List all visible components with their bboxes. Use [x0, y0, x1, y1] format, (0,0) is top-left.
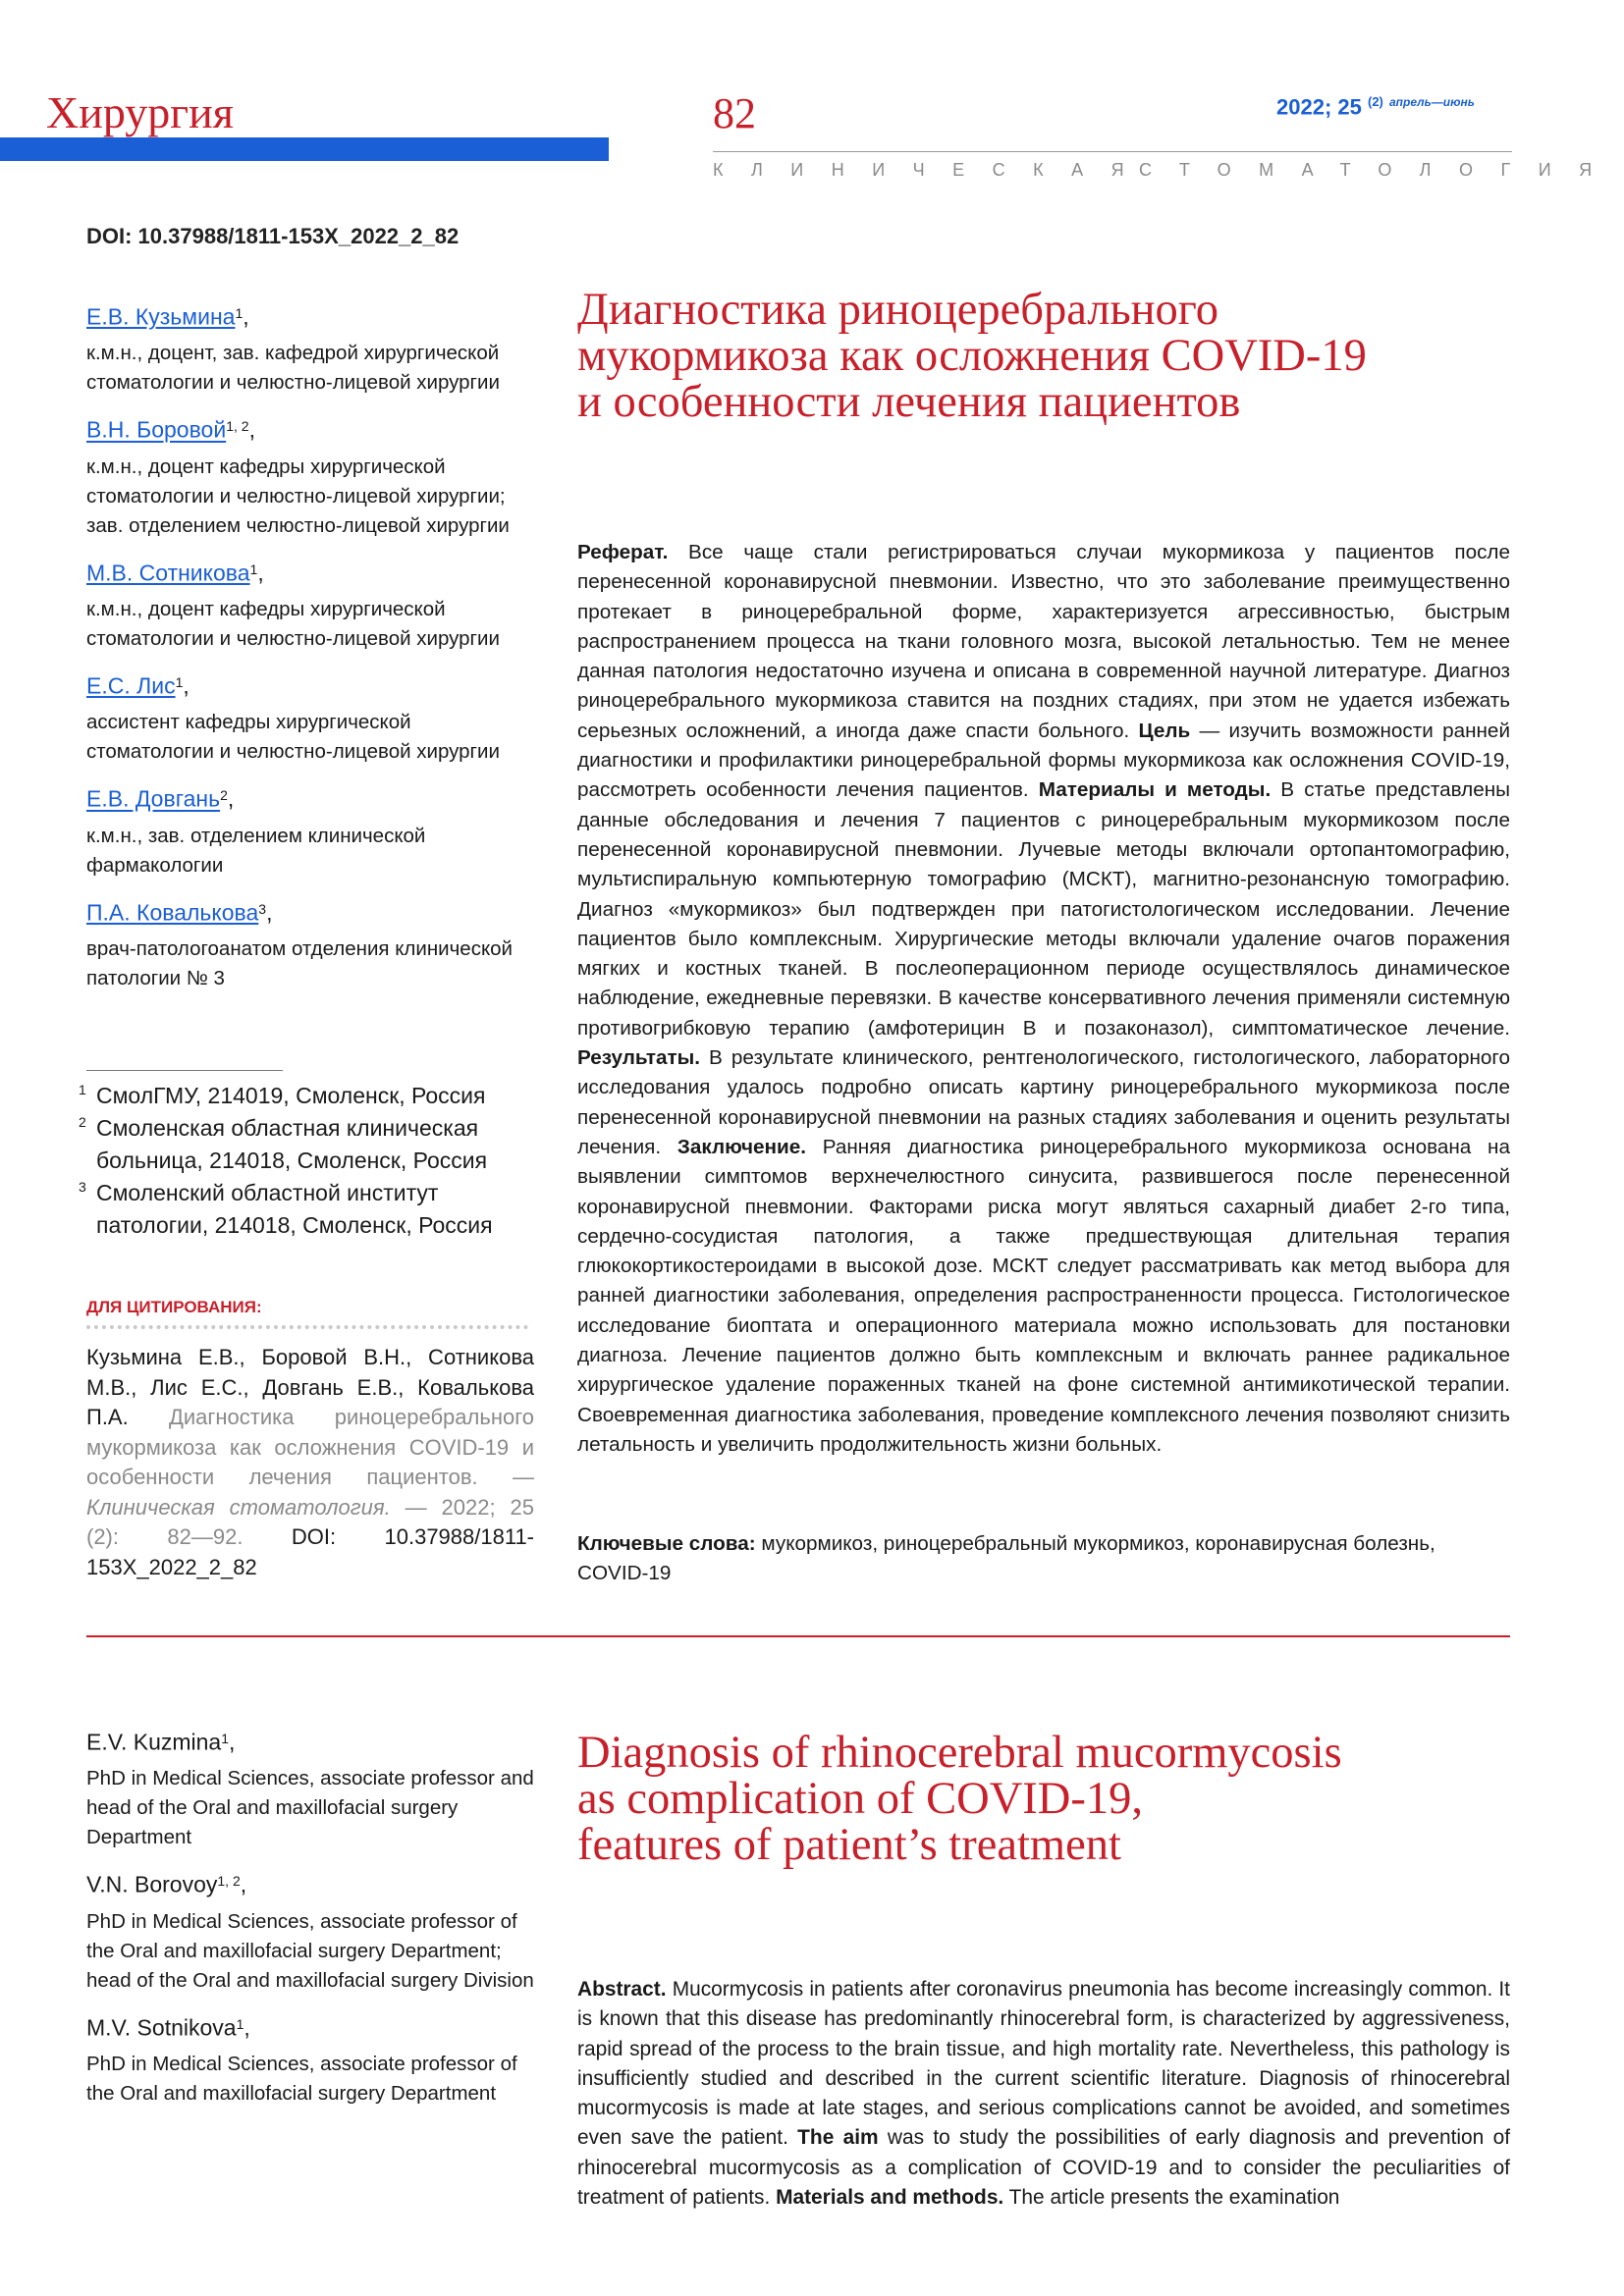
abstract-text: Mucormycosis in patients after coronavirus pneumonia has become increasingly common. It is known that this disease has predominantly rhinocerebral form, is characterized by aggressiveness, rapid spread of the process to the brain tissue, and high mortality rate. Nevertheless, this pathology is insufficiently studied and described in the current scientific literature. Diagnosis of rhinocerebral mucormycosis is made at late stages, and serious complications cannot be avoided, and sometimes even save the patient. [577, 1978, 1510, 2150]
journal-name-left: КЛИНИЧЕСКАЯ [713, 160, 1153, 180]
author-affiliation: к.м.н., доцент кафедры хирургической стоматологии и челюстно-лицевой хирургии; зав. отделением челюстно-лицевой хирургии [86, 454, 510, 537]
issue-months: апрель—июнь [1389, 95, 1475, 109]
keywords-label: Ключевые слова: [577, 1532, 756, 1555]
affiliation-item: 2 Смоленская областная клиническая больница, 214018, Смоленск, Россия [79, 1114, 488, 1173]
author-block: E.V. Kuzmina1, PhD in Medical Sciences, associate professor and head of the Oral and maxillofacial surgery Department [86, 1724, 540, 1852]
title-line: features of patient’s treatment [577, 1820, 1121, 1870]
abstract-ru [577, 538, 1510, 1460]
author-affiliation: PhD in Medical Sciences, associate professor and head of the Oral and maxillofacial surgery Department [86, 1767, 534, 1849]
author-affiliation: к.м.н., доцент, зав. кафедрой хирургической стоматологии и челюстно-лицевой хирургии [86, 342, 500, 395]
author-affiliation: к.м.н., зав. отделением клинической фармакологии [86, 824, 426, 877]
abstract-label: Реферат. [577, 541, 669, 563]
citation-label: ДЛЯ ЦИТИРОВАНИЯ: [86, 1298, 262, 1316]
affiliation-item: 1 СмолГМУ, 214019, Смоленск, Россия [79, 1082, 486, 1108]
article-title-ru [577, 287, 1540, 425]
methods-label: Материалы и методы. [1038, 778, 1272, 802]
page-number: 82 [713, 89, 756, 137]
title-line: Диагностика риноцеребрального [577, 285, 1218, 335]
author-affiliation: PhD in Medical Sciences, associate professor of the Oral and maxillofacial surgery Department; head of the Oral and maxillofacial surgery Division [86, 1909, 534, 1992]
author-sup: 2 [220, 787, 228, 804]
affiliations-list [79, 1080, 540, 1242]
affiliation-item: 3 Смоленский областной институт патологии, 214018, Смоленск, Россия [79, 1179, 493, 1238]
author-affiliation: врач-патологоанатом отделения клинической патологии № 3 [86, 936, 513, 989]
author-sup: 1 [175, 673, 184, 690]
author-sup: 1 [221, 1731, 230, 1746]
citation-authors: Кузьмина Е.В., Боровой В.Н., Сотникова М.В., Лис Е.С., Довгань Е.В., Ковалькова П.А. [86, 1345, 534, 1429]
methods-label: Materials and methods. [776, 2186, 1004, 2210]
author-name: M.V. Sotnikova [86, 2013, 237, 2040]
methods-text: В статье представлены данные обследования и лечения 7 пациентов с риноцеребральным мукормикозом после перенесенной коронавирусной пневмонии. Лучевые методы включали ортопантомографию, мультиспиральную компьютерную томографию (МСКТ), магнитно-резонансную томографию. Диагноз «мукормикоз» был подтвержден при патогистологическом исследовании. Лечение пациентов было комплексным. Хирургические методы включали удаление очагов поражения мягких и костных тканей. В послеоперационном периоде осуществлялось динамическое наблюдение, ежедневные перевязки. В качестве консервативного лечения применяли системную противогрибковую терапию (амфотерицин В и позаконазол), симптоматическое лечение. [577, 778, 1510, 1040]
citation-details: — 2022; 25 (2): 82—92. [86, 1494, 534, 1549]
keywords-text: мукормикоз, риноцеребральный мукормикоз, коронавирусная болезнь, COVID-19 [577, 1532, 1435, 1585]
methods-text: The article presents the examination [1003, 2186, 1340, 2210]
citation-dots [86, 1325, 528, 1329]
author-link[interactable]: Е.В. Довгань [86, 785, 221, 812]
author-block: Е.С. Лис1, ассистент кафедры хирургической стоматологии и челюстно-лицевой хирургии [86, 667, 540, 767]
conclusion-text: Ранняя диагностика риноцеребрального мукормикоза основана на выявлении симптомов верхнечелюстного синусита, развившегося после перенесенной коронавирусной пневмонии. Факторами риска могут являться сахарный диабет 2-го типа, сердечно-сосудистая патология, а также предшествующая длительная терапия глюкокортикостероидами в высокой дозе. МСКТ следует рассматривать как метод выбора для ранней диагностики заболевания, определения распространенности процесса. Гистологическое исследование биоптата и операционного материала можно использовать для постановки диагноза. Лечение пациентов должно быть комплексным и включать раннее радикальное хирургическое удаление пораженных тканей на фоне системной антимикотической терапии. Своевременная диагностика заболевания, проведение комплексного лечения позволяют снизить летальность и увеличить продолжительность жизни больных. [577, 1135, 1510, 1456]
results-text: В результате клинического, рентгенологического, гистологического, лабораторного исследования удалось подробно описать картину риноцеребрального мукормикоза после перенесенной коронавирусной пневмонии на разных стадиях заболевания и оценить результаты лечения. [577, 1046, 1510, 1158]
author-block: В.Н. Боровой1, 2, к.м.н., доцент кафедры хирургической стоматологии и челюстно-лицевой хирургии; зав. отделением челюстно-лицевой хирургии [86, 411, 540, 540]
citation-title: Диагностика риноцеребрального мукормикоза как осложнения COVID-19 и особенности лечения пациентов. — [86, 1405, 534, 1489]
issue-info [1276, 94, 1475, 120]
aim-label: Цель [1138, 719, 1191, 742]
citation-doi: DOI: 10.37988/1811-153X_2022_2_82 [86, 1524, 535, 1579]
author-affiliation: ассистент кафедры хирургической стоматологии и челюстно-лицевой хирургии [86, 711, 500, 764]
title-line: и особенности лечения пациентов [577, 377, 1241, 427]
author-sup: 3 [258, 900, 267, 917]
authors-en [86, 1724, 540, 2122]
author-sup: 1 [236, 2015, 244, 2032]
abstract-en [577, 1975, 1510, 2213]
author-link[interactable]: В.Н. Боровой [86, 416, 227, 443]
author-name: E.V. Kuzmina [86, 1729, 222, 1755]
author-block: V.N. Borovoy1, 2, PhD in Medical Sciences, associate professor of the Oral and maxillofacial surgery Department; head of the Oral and maxillofacial surgery Division [86, 1866, 540, 1995]
citation-journal: Клиническая стоматология. [86, 1494, 391, 1520]
authors-ru [86, 298, 540, 1007]
results-label: Результаты. [577, 1046, 701, 1070]
author-sup: 1 [235, 305, 244, 321]
author-block: Е.В. Довгань2, к.м.н., зав. отделением клинической фармакологии [86, 780, 540, 880]
title-line: Diagnosis of rhinocerebral mucormycosis [577, 1728, 1342, 1778]
author-sup: 1, 2 [226, 418, 249, 435]
section-divider [86, 1635, 1510, 1637]
title-line: мукормикоза как осложнения COVID-19 [577, 331, 1367, 381]
author-affiliation: к.м.н., доцент кафедры хирургической стоматологии и челюстно-лицевой хирургии [86, 597, 500, 650]
conclusion-label: Заключение. [677, 1135, 806, 1158]
author-link[interactable]: Е.С. Лис [86, 672, 176, 699]
title-line: as complication of COVID-19, [577, 1774, 1143, 1824]
keywords [577, 1529, 1510, 1589]
author-link[interactable]: М.В. Сотникова [86, 559, 250, 585]
article-title-en [577, 1730, 1540, 1868]
author-block: М.В. Сотникова1, к.м.н., доцент кафедры хирургической стоматологии и челюстно-лицевой хирургии [86, 555, 540, 654]
author-sup: 1, 2 [217, 1873, 241, 1890]
issue-number: (2) [1367, 94, 1383, 109]
citation-text [86, 1343, 534, 1582]
header-rule [713, 151, 1512, 152]
section-title: Хирургия [46, 87, 234, 137]
aim-text: — изучить возможности ранней диагностики и профилактики риноцеребральной формы мукормикоза как осложнения COVID-19, рассмотреть особенности лечения пациентов. [577, 719, 1510, 802]
journal-name-right: СТОМАТОЛОГИЯ [1139, 160, 1620, 180]
issue-year: 2022; 25 [1276, 94, 1362, 120]
abstract-label: Abstract. [577, 1978, 667, 2001]
author-name: V.N. Borovoy [86, 1871, 218, 1897]
author-block: Е.В. Кузьмина1, к.м.н., доцент, зав. кафедрой хирургической стоматологии и челюстно-лицевой хирургии [86, 298, 540, 398]
aim-text: was to study the possibilities of early diagnosis and prevention of rhinocerebral mucormycosis as a complication of COVID-19 and to consider the peculiarities of treatment of patients. [577, 2126, 1510, 2210]
author-link[interactable]: Е.В. Кузьмина [86, 303, 236, 330]
aim-label: The aim [797, 2126, 879, 2150]
author-sup: 1 [249, 561, 258, 577]
author-link[interactable]: П.А. Ковалькова [86, 898, 259, 925]
affiliations-rule [86, 1070, 283, 1071]
abstract-text: Все чаще стали регистрироваться случаи мукормикоза у пациентов после перенесенной коронавирусной пневмонии. Известно, что это заболевание преимущественно протекает в риноцеребральной форме, характеризуется агрессивностью, быстрым распространением процесса на ткани головного мозга, высокой летальностью. Тем не менее данная патология недостаточно изучена и описана в современной научной литературе. Диагноз риноцеребрального мукормикоза ставится на поздних стадиях, при этом не удается избежать серьезных осложнений, а иногда даже спасти больного. [577, 541, 1510, 742]
author-affiliation: PhD in Medical Sciences, associate professor of the Oral and maxillofacial surgery Department [86, 2052, 517, 2105]
author-block: П.А. Ковалькова3, врач-патологоанатом отделения клинической патологии № 3 [86, 894, 540, 993]
author-block: M.V. Sotnikova1, PhD in Medical Sciences, associate professor of the Oral and maxillofacial surgery Department [86, 2009, 540, 2109]
section-bar [0, 137, 609, 161]
doi: DOI: 10.37988/1811-153X_2022_2_82 [86, 224, 460, 248]
